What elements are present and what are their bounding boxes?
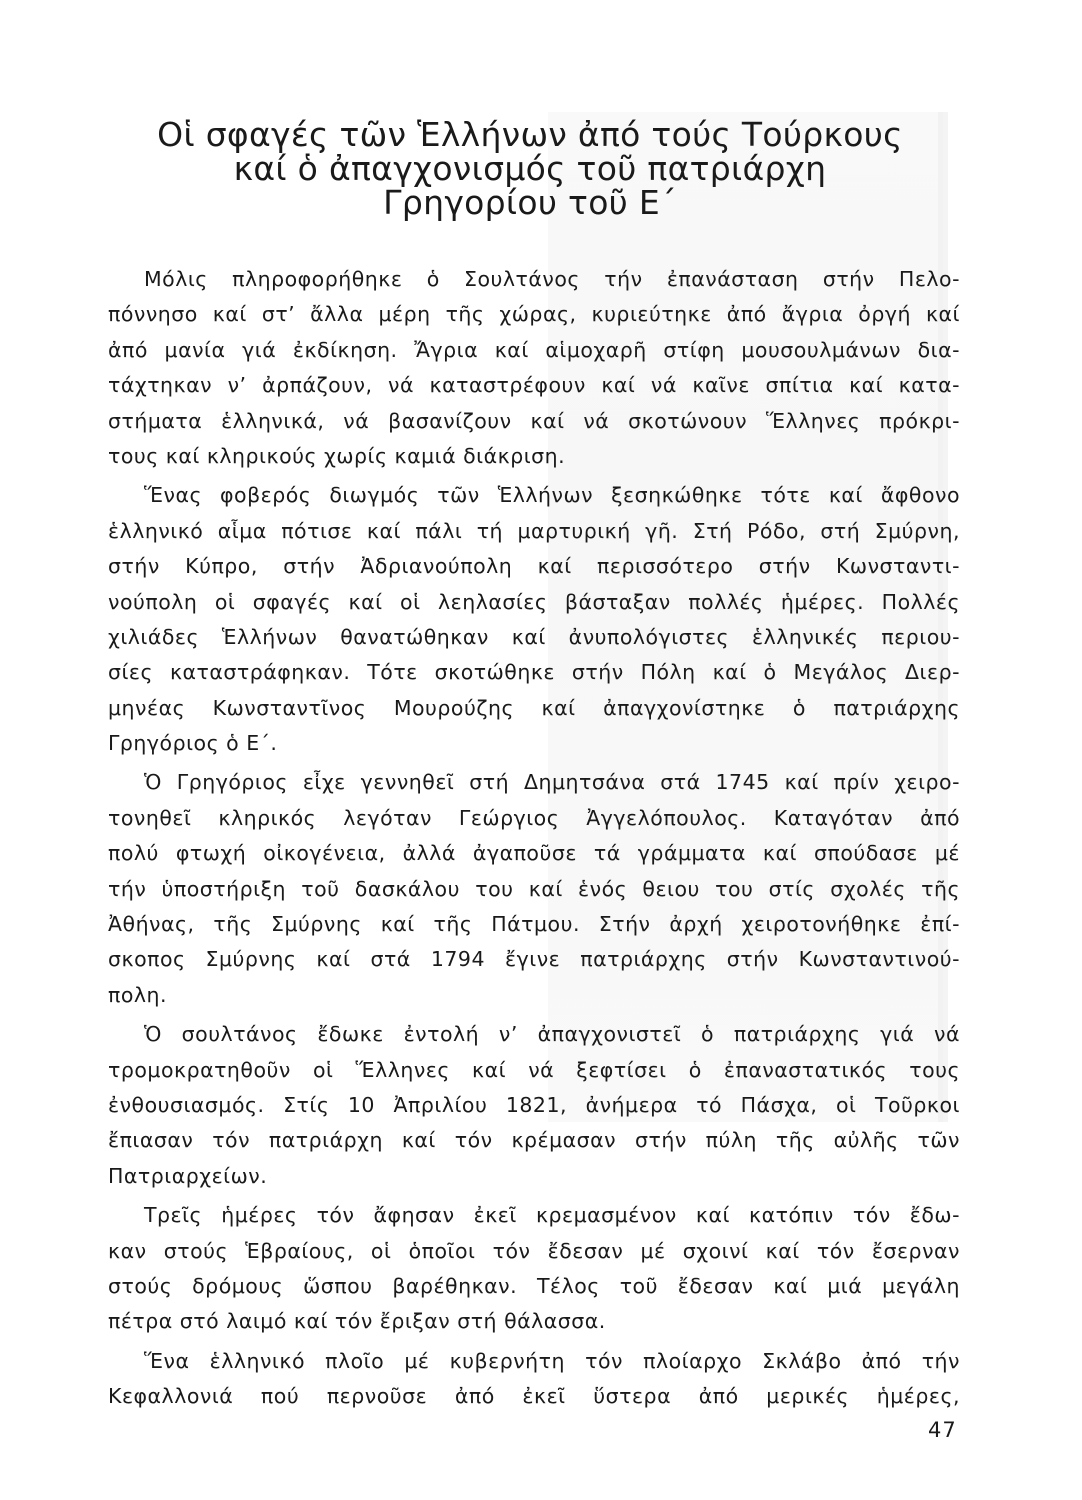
text-line: Ἕνας φοβερός διωγμός τῶν Ἑλλήνων ξεσηκώθηκε τότε καί ἄφθονο (144, 483, 960, 508)
title-line-2: καί ὁ ἀπαγχονισμός τοῦ πατριάρχη (233, 149, 827, 188)
text-line: Ὁ σουλτάνος ἔδωκε ἐντολή ν’ ἀπαγχονιστεῖ ὁ πατριάρχης γιά νά (144, 1022, 960, 1047)
page-title (80, 115, 980, 222)
text-line: χιλιάδες Ἑλλήνων θανατώθηκαν καί ἀνυπολόγιστες ἑλληνικές περιου- (108, 624, 960, 649)
text-line: Ὁ Γρηγόριος εἶχε γεννηθεῖ στή Δημητσάνα στά 1745 καί πρίν χειρο- (144, 770, 960, 795)
text-line: Γρηγόριος ὁ Ε΄. (108, 731, 278, 756)
text-line: μηνέας Κωνσταντῖνος Μουρούζης καί ἀπαγχονίστηκε ὁ πατριάρχης (108, 695, 960, 720)
text-line: νούπολη οἱ σφαγές καί οἱ λεηλασίες βάσταξαν πολλές ἡμέρες. Πολλές (108, 589, 960, 614)
text-line: σίες καταστράφηκαν. Τότε σκοτώθηκε στήν Πόλη καί ὁ Μεγάλος Διερ- (108, 660, 960, 685)
text-line: καν στούς Ἑβραίους, οἱ ὁποῖοι τόν ἔδεσαν μέ σχοινί καί τόν ἔσερναν (108, 1238, 960, 1263)
text-line: Πατριαρχείων. (108, 1163, 268, 1188)
title-line-3: Γρηγορίου τοῦ Ε΄ (383, 183, 677, 222)
text-line: πολη. (108, 982, 168, 1007)
text-line: ἑλληνικό αἷμα πότισε καί πάλι τή μαρτυρική γῆ. Στή Ρόδο, στή Σμύρνη, (108, 518, 960, 543)
text-line: πέτρα στό λαιμό καί τόν ἔριξαν στή θάλασσα. (108, 1309, 606, 1334)
text-line: Μόλις πληροφορήθηκε ὁ Σουλτάνος τήν ἐπανάσταση στήν Πελο- (144, 267, 960, 291)
text-line: σκοπος Σμύρνης καί στά 1794 ἔγινε πατριάρχης στήν Κωνσταντινού- (108, 947, 960, 972)
text-line: πολύ φτωχή οἰκογένεια, ἀλλά ἀγαποῦσε τά γράμματα καί σπούδασε μέ (108, 841, 960, 866)
body-text (108, 262, 960, 1415)
text-line: ἐνθουσιασμός. Στίς 10 Ἀπριλίου 1821, ἀνήμερα τό Πάσχα, οἱ Τοῦρκοι (108, 1092, 960, 1117)
text-line: στήν Κύπρο, στήν Ἀδριανούπολη καί περισσότερο στήν Κωνσταντι- (108, 554, 960, 579)
text-line: Ἕνα ἑλληνικό πλοῖο μέ κυβερνήτη τόν πλοίαρχο Σκλάβο ἀπό τήν (144, 1348, 960, 1373)
text-line: πόννησο καί στ’ ἄλλα μέρη τῆς χώρας, κυριεύτηκε ἀπό ἄγρια ὀργή καί (108, 302, 960, 327)
text-line: στούς δρόμους ὥσπου βαρέθηκαν. Τέλος τοῦ ἔδεσαν καί μιά μεγάλη (108, 1273, 960, 1298)
page-number: 47 (928, 1418, 957, 1442)
text-line: ἀπό μανία γιά ἐκδίκηση. Ἄγρια καί αἱμοχαρῆ στίφη μουσουλμάνων δια- (108, 337, 960, 362)
text-line: Κεφαλλονιά πού περνοῦσε ἀπό ἐκεῖ ὕστερα ἀπό μερικές ἡμέρες, (108, 1384, 960, 1409)
text-line: Ἀθήνας, τῆς Σμύρνης καί τῆς Πάτμου. Στήν ἀρχή χειροτονήθηκε ἐπί- (108, 912, 960, 937)
text-line: στήματα ἑλληνικά, νά βασανίζουν καί νά σκοτώνουν Ἕλληνες πρόκρι- (108, 408, 960, 433)
text-line: Τρεῖς ἡμέρες τόν ἄφησαν ἐκεῖ κρεμασμένον καί κατόπιν τόν ἔδω- (144, 1203, 960, 1228)
text-line: τους καί κληρικούς χωρίς καμιά διάκριση. (108, 443, 566, 468)
text-line: τονηθεῖ κληρικός λεγόταν Γεώργιος Ἀγγελόπουλος. Καταγόταν ἀπό (108, 805, 960, 830)
text-line: τήν ὑποστήριξη τοῦ δασκάλου του καί ἑνός θειου του στίς σχολές τῆς (108, 876, 960, 901)
text-line: τάχτηκαν ν’ ἀρπάζουν, νά καταστρέφουν καί νά καῖνε σπίτια καί κατα- (108, 373, 960, 398)
text-line: τρομοκρατηθοῦν οἱ Ἕλληνες καί νά ξεφτίσει ὁ ἐπαναστατικός τους (108, 1057, 960, 1082)
text-line: ἔπιασαν τόν πατριάρχη καί τόν κρέμασαν στήν πύλη τῆς αὐλῆς τῶν (108, 1128, 960, 1153)
title-line-1: Οἱ σφαγές τῶν Ἑλλήνων ἀπό τούς Τούρκους (157, 115, 903, 154)
